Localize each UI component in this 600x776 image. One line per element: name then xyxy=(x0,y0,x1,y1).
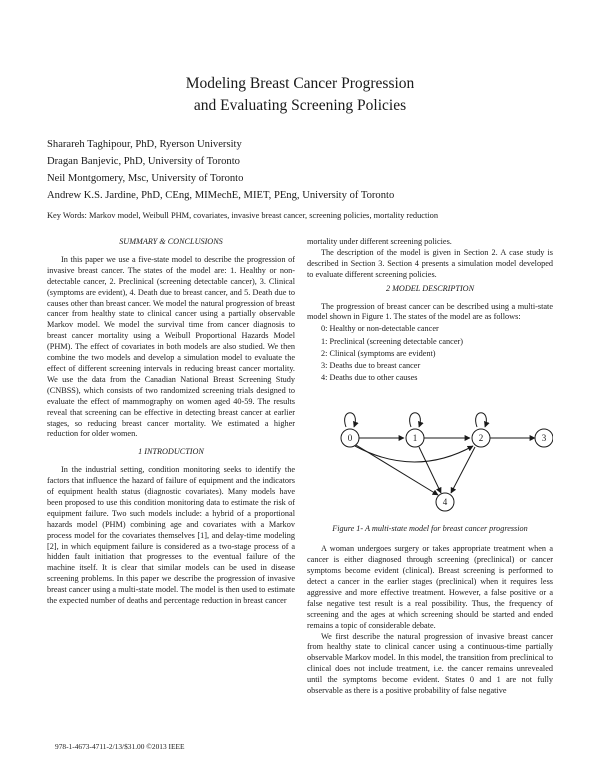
self-loop-1 xyxy=(410,413,421,427)
title-line-1: Modeling Breast Cancer Progression xyxy=(185,75,415,92)
edge-0-2 xyxy=(355,446,473,462)
author-list xyxy=(47,136,394,204)
left-column xyxy=(47,237,295,607)
state-item: 1: Preclinical (screening detectable cancer) xyxy=(321,336,464,346)
outline-paragraph: The description of the model is given in Section 2. A case study is described in Section 3. Section 4 presents a simulation model developed to evaluate different screening policies. xyxy=(307,247,553,279)
author-line: Dragan Banjevic, PhD, University of Toronto xyxy=(47,156,240,167)
model-intro-paragraph: The progression of breast cancer can be described using a multi-state model shown in Figure 1. The states of the model are as follows: xyxy=(307,301,553,322)
state-list xyxy=(321,323,553,384)
right-column xyxy=(307,237,553,697)
continuation-text: mortality under different screening policies. xyxy=(307,237,452,246)
state-node-label: 0 xyxy=(347,433,353,444)
state-item: 2: Clinical (symptoms are evident) xyxy=(321,348,436,358)
self-loop-0 xyxy=(345,413,356,427)
paper-title xyxy=(0,73,600,117)
summary-paragraph: In this paper we use a five-state model to describe the progression of invasive breast cancer. The states of the model are: 1. Healthy or non-detectable cancer, 2. Preclinical (screening detectable cancer), 3. Clinical (symptoms are evident), 4. Death due to breast cancer, and 5. Death due to causes other than breast cancer. We model the natural progression of breast cancer from healthy state to clinical cancer using a partially observable Markov model. We model the survival time from cancer diagnosis to breast cancer mortality using a Weibull Proportional Hazards Model (PHM). The effect of covariates in both models are also studied. We then combine the two models and develop a simulation model to evaluate the effect of different screening intervals in reducing breast cancer mortality. We use the data from the Canadian National Breast Screening Study (CNBSS), which consists of two randomized screening trials designed to evaluate the effect of mammography on women aged 40-59. The results reveal that screening can be effective in detecting breast cancer at earlier stages, so reducing breast cancer mortality. We estimated a higher reduction for older women. xyxy=(47,254,295,439)
summary-heading: SUMMARY & CONCLUSIONS xyxy=(119,237,223,246)
edge-1-4 xyxy=(419,447,441,493)
author-line: Sharareh Taghipour, PhD, Ryerson University xyxy=(47,139,242,150)
figure-caption: Figure 1- A multi-state model for breast cancer progression xyxy=(332,524,528,534)
title-line-2: and Evaluating Screening Policies xyxy=(193,97,407,114)
introduction-paragraph: In the industrial setting, condition monitoring seeks to identify the factors that influence the hazard of failure of equipment and the indicators of equipment health status (diagnostic covariates). Many models have been proposed to use this condition monitoring data to estimate the risk of equipment failure. Two such models include: a hybrid of a proportional hazards model (PHM) combining age and covariates with a Markov process model for the covariates themselves [1], and delay-time modeling [2], in which equipment failure is considered as a two-stage process of a hidden fault initiation that progresses to the eventual failure of the machine itself. It is clear that similar models can be used in disease screening problems. In this paper we describe the progression of invasive breast cancer using a multi-state model. The model is then used to estimate the expected number of deaths and percentage reduction in breast cancer xyxy=(47,465,295,606)
state-node-label: 2 xyxy=(478,433,484,444)
state-item: 3: Deaths due to breast cancer xyxy=(321,360,421,370)
state-node-label: 1 xyxy=(412,433,418,444)
markov-paragraph: We first describe the natural progression of invasive breast cancer from healthy state to clinical cancer using a continuous-time partially observable Markov model. In this model, the transition from preclinical to clinical does not include treatment, i.e. the cancer remains unrevealed until the symptoms become evident. States 0 and 1 are not fully observable as there is a positive probability of false negative xyxy=(307,631,553,696)
edge-0-4 xyxy=(356,445,438,495)
state-node-label: 4 xyxy=(442,497,448,508)
multi-state-model-diagram xyxy=(307,388,553,521)
keywords: Key Words: Markov model, Weibull PHM, covariates, invasive breast cancer, screening policies, mortality reduction xyxy=(47,211,439,220)
treatment-paragraph: A woman undergoes surgery or takes appropriate treatment when a cancer is either diagnosed through screening (preclinical) or cancer symptoms become evident (clinical). Breast screening is performed to detect a cancer in the earlier stages (preclinical) when it requires less aggressive and more effective treatment. However, a false positive or a false negative test result is a real possibility. Thus, the frequency of screening and the ages at which screening should be started and ended remains a topic of considerable debate. xyxy=(307,544,553,630)
copyright-footer: 978-1-4673-4711-2/13/$31.00 ©2013 IEEE xyxy=(55,742,185,751)
state-item: 4: Deaths due to other causes xyxy=(321,373,418,383)
state-node-label: 3 xyxy=(541,433,547,444)
edge-2-4 xyxy=(451,447,475,493)
author-line: Andrew K.S. Jardine, PhD, CEng, MIMechE, MIET, PEng, University of Toronto xyxy=(47,190,395,201)
state-item: 0: Healthy or non-detectable cancer xyxy=(321,324,439,334)
self-loop-2 xyxy=(476,413,487,427)
author-line: Neil Montgomery, Msc, University of Toronto xyxy=(47,173,244,184)
model-description-heading: 2 MODEL DESCRIPTION xyxy=(385,283,475,293)
introduction-heading: 1 INTRODUCTION xyxy=(138,447,204,457)
